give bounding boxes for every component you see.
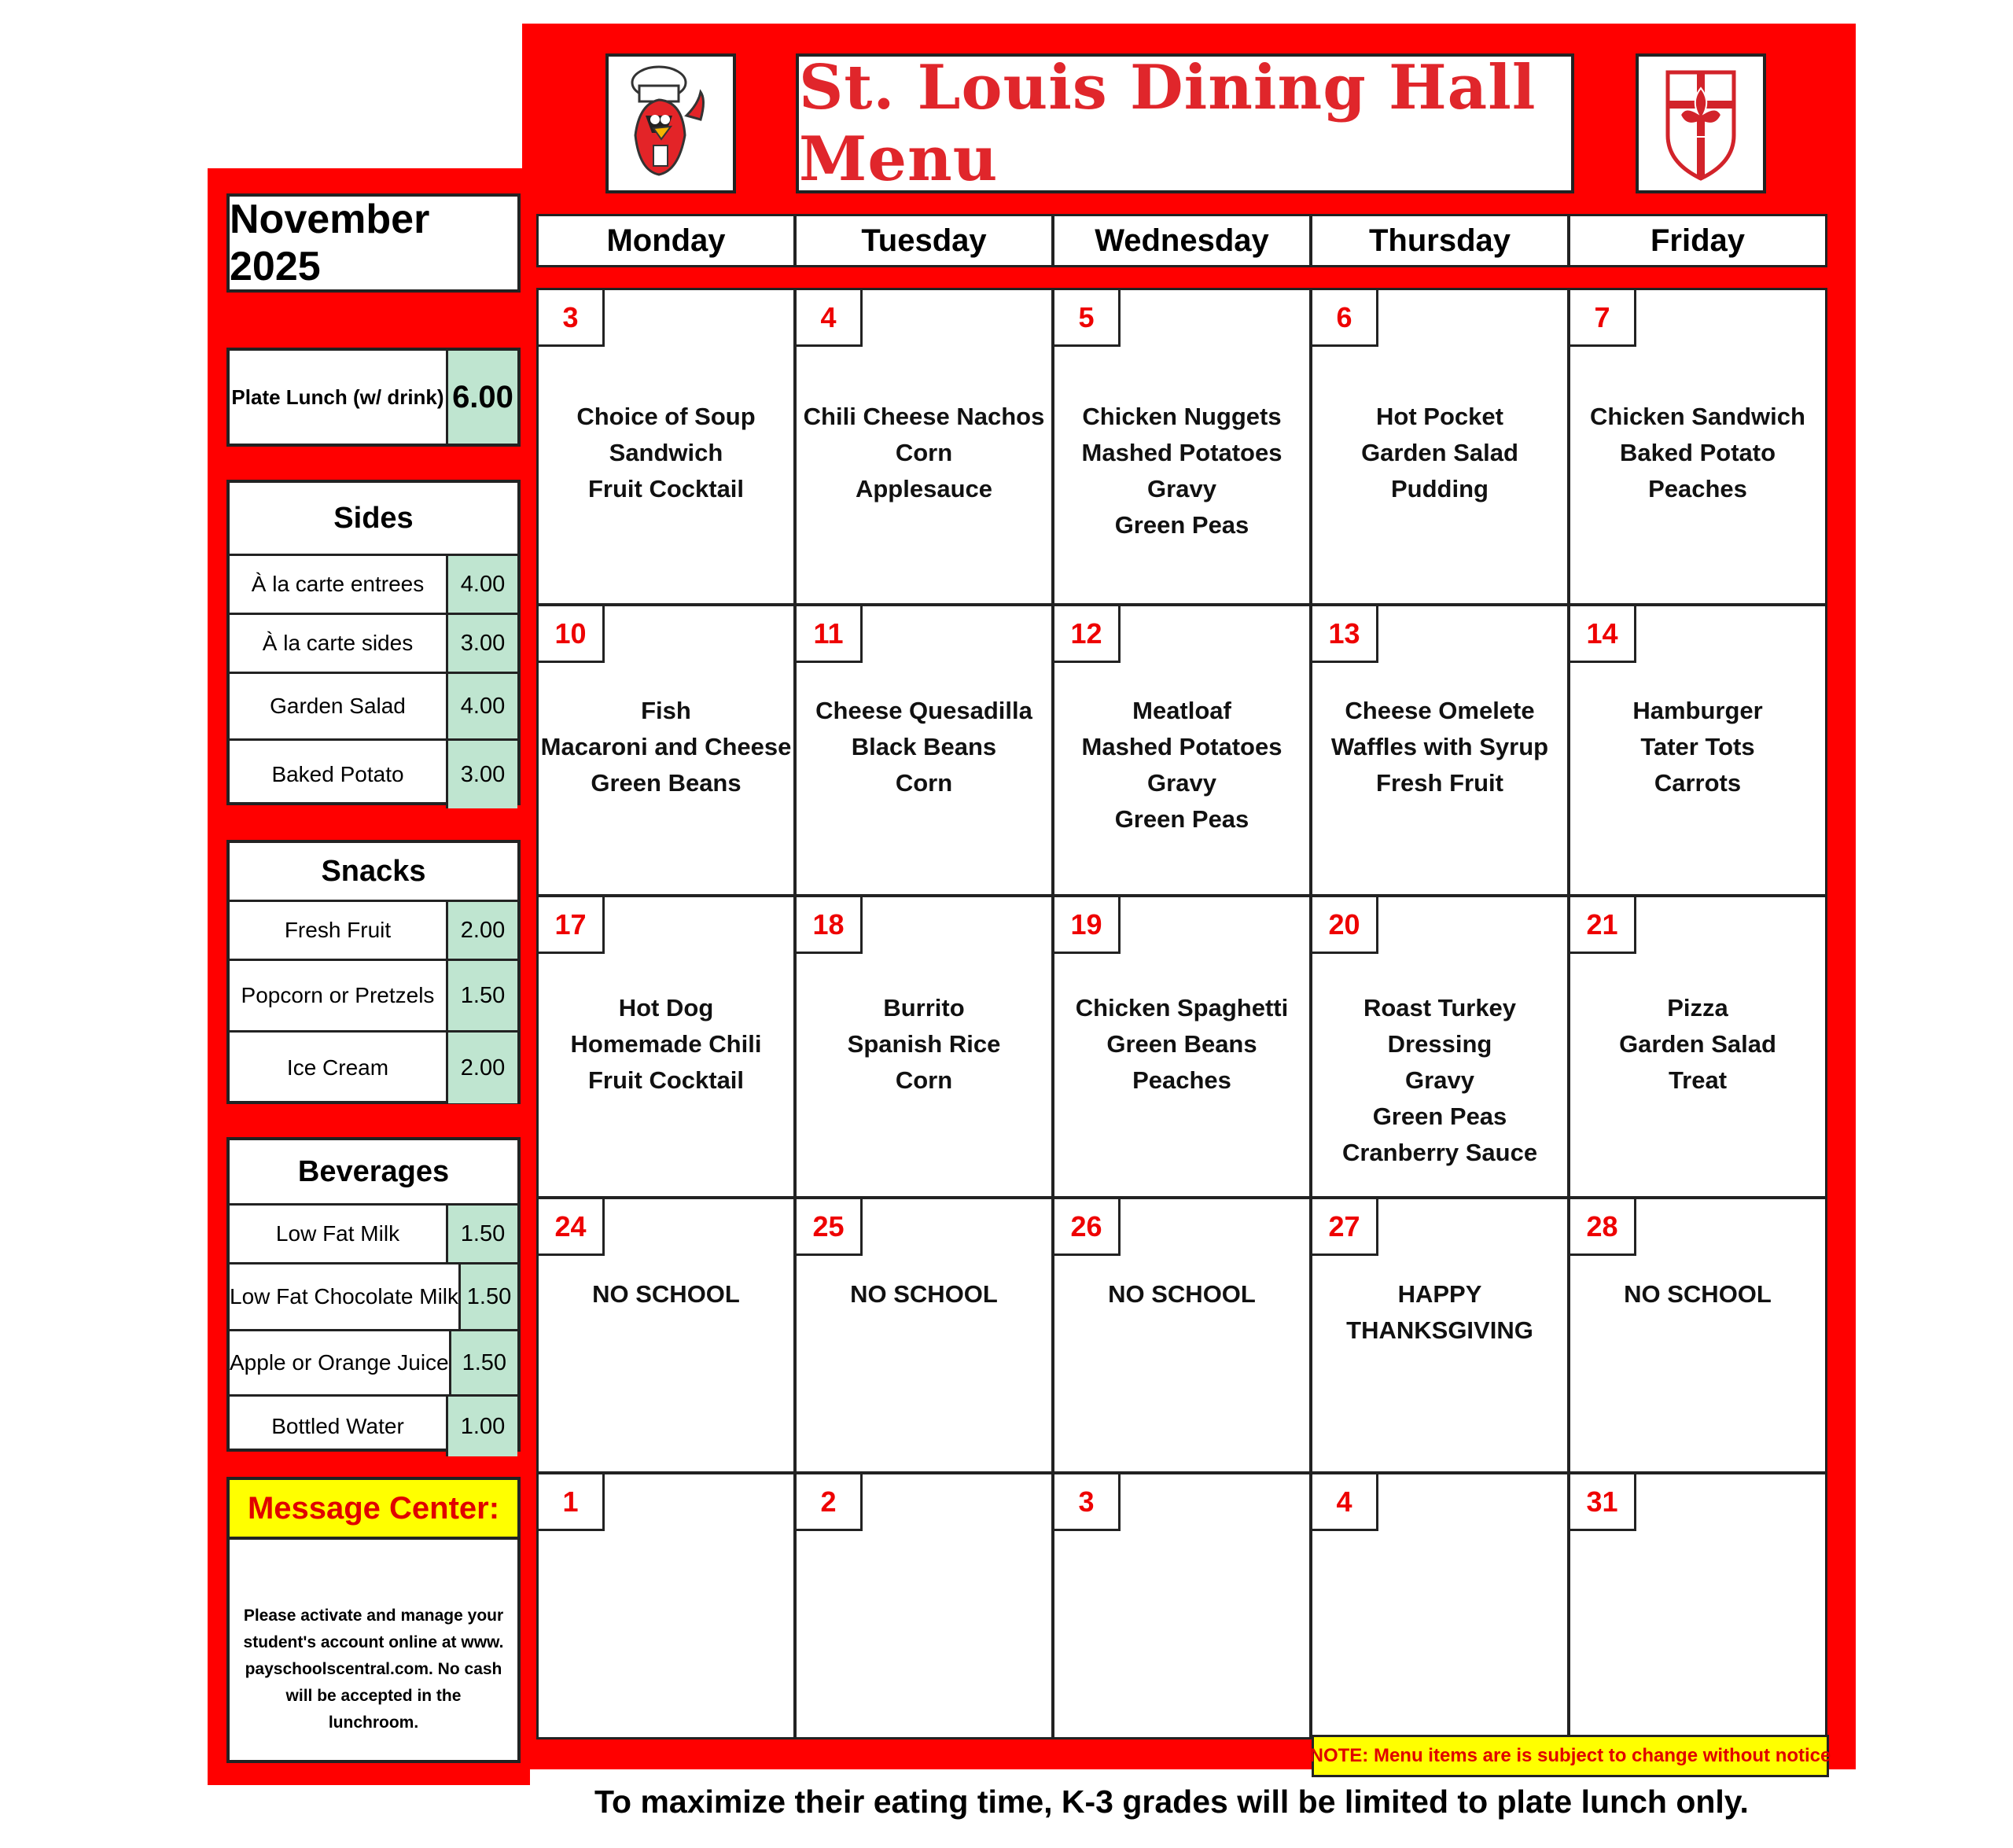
menu-item: Sandwich	[609, 439, 723, 466]
footer-text: To maximize their eating time, K-3 grades will be limited to plate lunch only.	[594, 1784, 1749, 1820]
menu-items	[797, 399, 1051, 507]
menu-items	[539, 399, 793, 507]
item-price: 4.00	[448, 674, 517, 738]
item-price: 2.00	[448, 902, 517, 959]
item-price: 3.00	[448, 741, 517, 808]
item-price: 1.50	[461, 1265, 517, 1329]
day-number: 3	[1054, 1474, 1121, 1531]
message-center-text: Please activate and manage your student's account online at www. payschoolscentral.com. No cash will be accepted in the lunchroom.	[243, 1607, 504, 1732]
menu-items	[539, 693, 793, 801]
menu-item: Gravy	[1147, 475, 1216, 502]
item-name: Fresh Fruit	[230, 902, 448, 959]
menu-item: Spanish Rice	[847, 1030, 1001, 1058]
day-number: 13	[1312, 606, 1378, 663]
menu-item: Fresh Fruit	[1376, 769, 1503, 797]
menu-item: NO SCHOOL	[1624, 1280, 1772, 1308]
menu-items	[1054, 1276, 1309, 1312]
calendar-cell	[1568, 288, 1827, 606]
menu-item: Homemade Chili	[570, 1030, 762, 1058]
menu-item: Cheese Quesadilla	[815, 697, 1032, 724]
day-header-wednesday: Wednesday	[1052, 214, 1312, 267]
menu-item: Choice of Soup	[576, 403, 756, 430]
item-name: Baked Potato	[230, 741, 448, 808]
message-center-title: Message Center:	[230, 1480, 517, 1540]
plate-lunch-label: Plate Lunch (w/ drink)	[230, 351, 448, 444]
calendar-cell	[536, 604, 796, 896]
calendar-cell	[1310, 604, 1570, 896]
menu-item: Green Peas	[1114, 805, 1249, 833]
day-number: 19	[1054, 897, 1121, 954]
menu-item: Cranberry Sauce	[1341, 1139, 1538, 1166]
beverages-row	[230, 1394, 517, 1456]
item-name: Popcorn or Pretzels	[230, 961, 448, 1030]
menu-item: Hamburger	[1632, 697, 1763, 724]
menu-item: NO SCHOOL	[850, 1280, 998, 1308]
shield-logo	[1636, 53, 1766, 193]
menu-items	[797, 693, 1051, 801]
day-number: 12	[1054, 606, 1121, 663]
message-center-box	[226, 1477, 521, 1763]
calendar-cell	[1052, 604, 1312, 896]
calendar-cell	[794, 1472, 1054, 1739]
item-name: Ice Cream	[230, 1033, 448, 1103]
menu-item: Pudding	[1391, 475, 1489, 502]
title-box	[796, 53, 1574, 193]
day-number: 21	[1570, 897, 1636, 954]
menu-items	[1054, 693, 1309, 837]
day-header-monday: Monday	[536, 214, 796, 267]
cardinal-logo	[605, 53, 736, 193]
day-number: 5	[1054, 290, 1121, 347]
sides-title: Sides	[333, 501, 414, 535]
day-number: 3	[539, 290, 605, 347]
calendar-cell	[1310, 1472, 1570, 1739]
beverages-row	[230, 1262, 517, 1329]
day-number: 31	[1570, 1474, 1636, 1531]
calendar-cell	[1310, 288, 1570, 606]
day-number: 11	[797, 606, 863, 663]
fleur-de-lis-shield-icon	[1662, 64, 1740, 182]
calendar-cell	[1568, 895, 1827, 1198]
day-number: 7	[1570, 290, 1636, 347]
plate-lunch-price: 6.00	[448, 351, 517, 444]
item-name: À la carte sides	[230, 615, 448, 672]
beverages-box	[226, 1137, 521, 1452]
menu-items	[797, 1276, 1051, 1312]
menu-items	[1312, 990, 1567, 1171]
day-number: 2	[797, 1474, 863, 1531]
day-header-thursday: Thursday	[1310, 214, 1570, 267]
month-box	[226, 193, 521, 293]
item-price: 2.00	[448, 1033, 517, 1103]
menu-items	[797, 990, 1051, 1099]
menu-item: Corn	[895, 439, 953, 466]
calendar-cell	[794, 288, 1054, 606]
beverages-title: Beverages	[297, 1154, 450, 1188]
day-number: 20	[1312, 897, 1378, 954]
menu-items	[1570, 693, 1825, 801]
calendar-cell	[536, 1472, 796, 1739]
item-name: À la carte entrees	[230, 556, 448, 613]
menu-item: NO SCHOOL	[592, 1280, 740, 1308]
calendar-cell	[1052, 1472, 1312, 1739]
calendar-cell	[794, 604, 1054, 896]
menu-item: Green Beans	[591, 769, 742, 797]
day-number: 18	[797, 897, 863, 954]
menu-items	[1312, 1276, 1567, 1349]
menu-item: Mashed Potatoes	[1081, 439, 1283, 466]
beverages-row	[230, 1329, 517, 1394]
menu-item: NO SCHOOL	[1108, 1280, 1256, 1308]
item-price: 4.00	[448, 556, 517, 613]
menu-item: Waffles with Syrup	[1330, 733, 1549, 760]
item-price: 3.00	[448, 615, 517, 672]
snacks-box	[226, 840, 521, 1104]
day-number: 14	[1570, 606, 1636, 663]
sides-box	[226, 480, 521, 805]
menu-item: Chicken Nuggets	[1082, 403, 1282, 430]
item-price: 1.50	[448, 1206, 517, 1262]
month-label: November 2025	[230, 197, 430, 289]
menu-item: Meatloaf	[1132, 697, 1231, 724]
menu-item: Chili Cheese Nachos	[803, 403, 1045, 430]
item-price: 1.50	[451, 1331, 517, 1394]
menu-item: Dressing	[1387, 1030, 1492, 1058]
change-notice: NOTE: Menu items are is subject to change without notice	[1312, 1735, 1829, 1777]
item-name: Low Fat Chocolate Milk	[230, 1265, 461, 1329]
menu-items	[1570, 1276, 1825, 1312]
day-number: 6	[1312, 290, 1378, 347]
item-name: Bottled Water	[230, 1397, 448, 1456]
snacks-row	[230, 959, 517, 1030]
menu-item: Corn	[895, 769, 953, 797]
calendar-cell	[794, 895, 1054, 1198]
day-number: 25	[797, 1199, 863, 1256]
menu-item: Carrots	[1654, 769, 1742, 797]
calendar-cell	[1568, 604, 1827, 896]
snacks-title: Snacks	[321, 854, 426, 888]
menu-item: Macaroni and Cheese	[540, 733, 792, 760]
calendar-cell	[1568, 1472, 1827, 1739]
menu-item: THANKSGIVING	[1346, 1316, 1533, 1344]
day-number: 4	[1312, 1474, 1378, 1531]
menu-item: Roast Turkey	[1363, 994, 1517, 1022]
menu-item: Baked Potato	[1619, 439, 1776, 466]
day-header-tuesday: Tuesday	[794, 214, 1054, 267]
calendar-cell	[1310, 895, 1570, 1198]
menu-items	[1570, 990, 1825, 1099]
day-number: 27	[1312, 1199, 1378, 1256]
day-number: 4	[797, 290, 863, 347]
day-number: 28	[1570, 1199, 1636, 1256]
menu-item: Treat	[1668, 1066, 1728, 1094]
item-name: Garden Salad	[230, 674, 448, 738]
page-title: St. Louis Dining Hall Menu	[799, 52, 1536, 195]
menu-item: Chicken Sandwich	[1590, 403, 1805, 430]
sides-row	[230, 738, 517, 808]
menu-item: Burrito	[883, 994, 965, 1022]
menu-items	[1312, 693, 1567, 801]
calendar-cell	[1568, 1197, 1827, 1474]
day-header-friday: Friday	[1568, 214, 1827, 267]
calendar-cell	[1052, 288, 1312, 606]
menu-items	[539, 990, 793, 1099]
menu-item: Peaches	[1132, 1066, 1231, 1094]
menu-items	[1570, 399, 1825, 507]
menu-item: Gravy	[1405, 1066, 1474, 1094]
calendar-cell	[794, 1197, 1054, 1474]
snacks-row	[230, 1030, 517, 1103]
menu-item: Fruit Cocktail	[587, 475, 745, 502]
sides-row	[230, 672, 517, 738]
menu-items	[539, 1276, 793, 1312]
item-name: Apple or Orange Juice	[230, 1331, 451, 1394]
menu-items	[1054, 990, 1309, 1099]
menu-item: Green Beans	[1106, 1030, 1257, 1058]
calendar-cell	[1310, 1197, 1570, 1474]
menu-item: Fruit Cocktail	[587, 1066, 745, 1094]
menu-item: Gravy	[1147, 769, 1216, 797]
menu-items	[1054, 399, 1309, 543]
menu-item: Chicken Spaghetti	[1075, 994, 1289, 1022]
menu-item: Fish	[641, 697, 691, 724]
calendar-cell	[536, 1197, 796, 1474]
menu-item: Applesauce	[855, 475, 992, 502]
menu-item: Green Peas	[1114, 511, 1249, 539]
menu-item: Corn	[895, 1066, 953, 1094]
sides-row	[230, 554, 517, 613]
plate-lunch-box	[226, 348, 521, 447]
menu-item: Hot Dog	[618, 994, 714, 1022]
menu-item: Peaches	[1648, 475, 1747, 502]
snacks-row	[230, 900, 517, 959]
day-number: 24	[539, 1199, 605, 1256]
menu-item: Tater Tots	[1640, 733, 1755, 760]
day-number: 1	[539, 1474, 605, 1531]
calendar-cell	[536, 288, 796, 606]
item-price: 1.00	[448, 1397, 517, 1456]
day-number: 17	[539, 897, 605, 954]
beverages-row	[230, 1203, 517, 1262]
calendar-cell	[1052, 895, 1312, 1198]
menu-item: HAPPY	[1397, 1280, 1482, 1308]
menu-item: Hot Pocket	[1376, 403, 1503, 430]
day-number: 26	[1054, 1199, 1121, 1256]
menu-item: Cheese Omelete	[1345, 697, 1535, 724]
menu-item: Mashed Potatoes	[1081, 733, 1283, 760]
menu-item: Garden Salad	[1619, 1030, 1776, 1058]
day-number: 10	[539, 606, 605, 663]
calendar-cell	[536, 895, 796, 1198]
menu-items	[1312, 399, 1567, 507]
cardinal-chef-icon	[616, 61, 726, 186]
menu-item: Black Beans	[851, 733, 997, 760]
menu-item: Garden Salad	[1361, 439, 1518, 466]
item-name: Low Fat Milk	[230, 1206, 448, 1262]
calendar-cell	[1052, 1197, 1312, 1474]
menu-item: Green Peas	[1372, 1103, 1507, 1130]
item-price: 1.50	[448, 961, 517, 1030]
menu-item: Pizza	[1667, 994, 1728, 1022]
sides-row	[230, 613, 517, 672]
